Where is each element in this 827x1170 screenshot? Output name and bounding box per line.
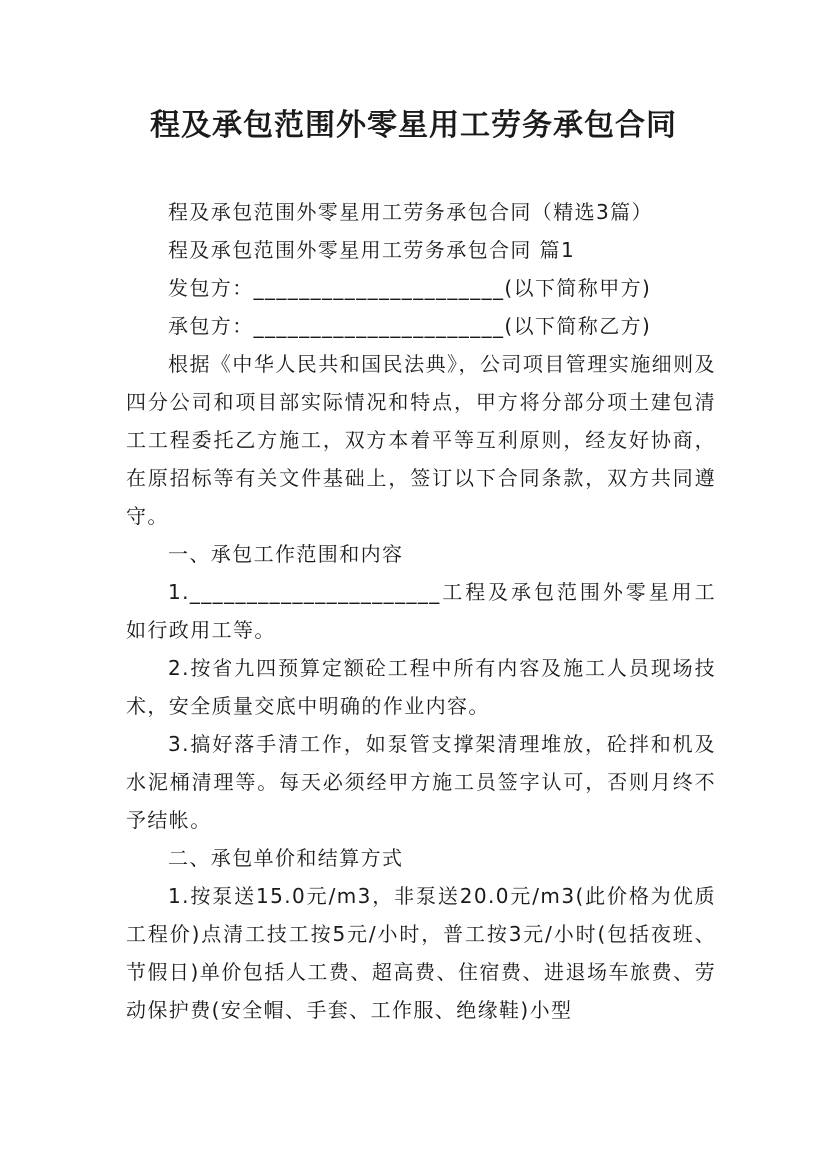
- paragraph-scope-item-3: 3.搞好落手清工作，如泵管支撑架清理堆放，砼拌和机及水泥桶清理等。每天必须经甲方施工员签字认可，否则月终不予结帐。: [126, 732, 716, 832]
- paragraph-subtitle: 程及承包范围外零星用工劳务承包合同（精选3篇）: [168, 200, 653, 224]
- paragraph-preamble: 根据《中华人民共和国民法典》，公司项目管理实施细则及四分公司和项目部实际情况和特点，甲方将分部分项土建包清工工程委托乙方施工，双方本着平等互利原则，经友好协商，在原招标等有关文件基础上，签订以下合同条款，双方共同遵守。: [126, 352, 716, 528]
- paragraph-heading-scope: 一、承包工作范围和内容: [168, 542, 404, 566]
- paragraph-scope-item-2: 2.按省九四预算定额砼工程中所有内容及施工人员现场技术，安全质量交底中明确的作业内容。: [126, 656, 716, 718]
- paragraph-section-heading: 程及承包范围外零星用工劳务承包合同 篇1: [168, 238, 576, 262]
- paragraph-heading-price: 二、承包单价和结算方式: [168, 846, 404, 870]
- document-body: [126, 193, 716, 1029]
- paragraph-scope-item-1: 1.______________________工程及承包范围外零星用工如行政用工等。: [126, 580, 716, 642]
- document-title: 程及承包范围外零星用工劳务承包合同: [150, 108, 677, 143]
- paragraph-price-item-1: 1.按泵送15.0元/m3，非泵送20.0元/m3(此价格为优质工程价)点清工技工按5元/小时，普工按3元/小时(包括夜班、节假日)单价包括人工费、超高费、住宿费、进退场车旅费、劳动保护费(安全帽、手套、工作服、绝缘鞋)小型: [126, 884, 716, 1022]
- paragraph-contractor: 承包方：______________________(以下简称乙方): [168, 314, 652, 338]
- paragraph-employer: 发包方：______________________(以下简称甲方): [168, 276, 652, 300]
